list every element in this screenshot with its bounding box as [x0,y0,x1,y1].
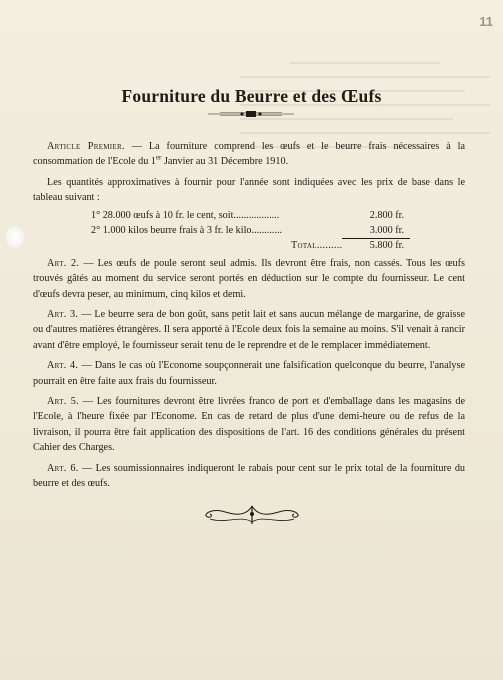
end-ornament-icon [198,503,306,525]
price-row-label: 2° 1.000 kilos beurre frais à 3 fr. le kilo............ [91,225,283,237]
article-1-tail: Janvier au 31 Décembre 1910. [161,156,289,168]
price-row [33,208,465,223]
article-3 [33,307,465,353]
article-5 [33,394,465,456]
article-1-label: Article Premier. [47,141,125,152]
price-row-value: 2.800 fr. [369,209,404,221]
article-1 [33,139,465,170]
document-body [33,139,465,496]
article-6-text: — Les soumissionnaires indiqueront le rabais pour cent sur le prix total de la fourniture du beurre et des œufs. [33,462,466,490]
price-row-label: 1° 28.000 œufs à 10 fr. le cent, soit.................. [91,209,280,221]
article-2-label: Art. 2. [47,257,80,269]
article-6-label: Art. 6. [47,462,79,474]
article-6 [33,461,465,492]
article-5-text: — Les fournitures devront être livrées franco de port et d'emballage dans les magasins de l'Ecole, à l'heure fixée par l'Econome. En cas de retard de plus d'une demi-heure ou de refus de la livraison, il pourra être fait application des dispositions de l'art. 16 des conditions générales du présent Cahier des Charges. [33,396,465,454]
article-4-text: — Dans le cas où l'Econome soupçonnerait une falsification quelconque du beurre, l'analyse pourrait en être faite aux frais du fournisseur. [33,360,466,387]
page-title: Fourniture du Beurre et des Œufs [121,85,382,106]
total-value: 5.800 fr. [369,240,404,252]
article-4-label: Art. 4. [47,360,79,372]
article-4 [33,358,465,389]
page-number: 11 [479,14,493,29]
quantities-intro: Les quantités approximatives à fournir pour l'année sont indiquées avec les prix de base dans le tableau suivant : [33,176,465,204]
title-ornament-icon [206,108,296,120]
punch-hole [6,226,24,248]
article-5-label: Art. 5. [47,396,79,408]
article-2 [33,256,465,302]
price-row [33,223,465,238]
article-3-label: Art. 3. [47,309,79,321]
total-label: Total......... [291,240,343,252]
price-row-value: 3.000 fr. [369,225,404,237]
article-3-text: — Le beurre sera de bon goût, sans petit lait et sans aucun mélange de margarine, de graisse ou d'autres matières étrangères. Il sera apporté à l'Ecole deux fois la semaine au moins. S'il venait à rancir avant d'être employé, le fournisseur serait tenu de le reprendre et de le remplacer immédiatement. [33,309,465,351]
article-2-text: — Les œufs de poule seront seul admis. Ils devront être frais, non cassés. Tous les œufs trouvés gâtés au moment du service seront portés en déduction sur le compte du fournisseur. Le cent d'œufs devra peser, au minimum, cinq kilos et demi. [33,257,465,300]
total-row [33,238,465,253]
article-1-text: — La fourniture comprend les œufs et le beurre frais nécessaires à la consommation de l'Ecole du 1 [33,141,465,168]
article-1-superscript: er [155,154,162,163]
price-table [33,208,465,254]
